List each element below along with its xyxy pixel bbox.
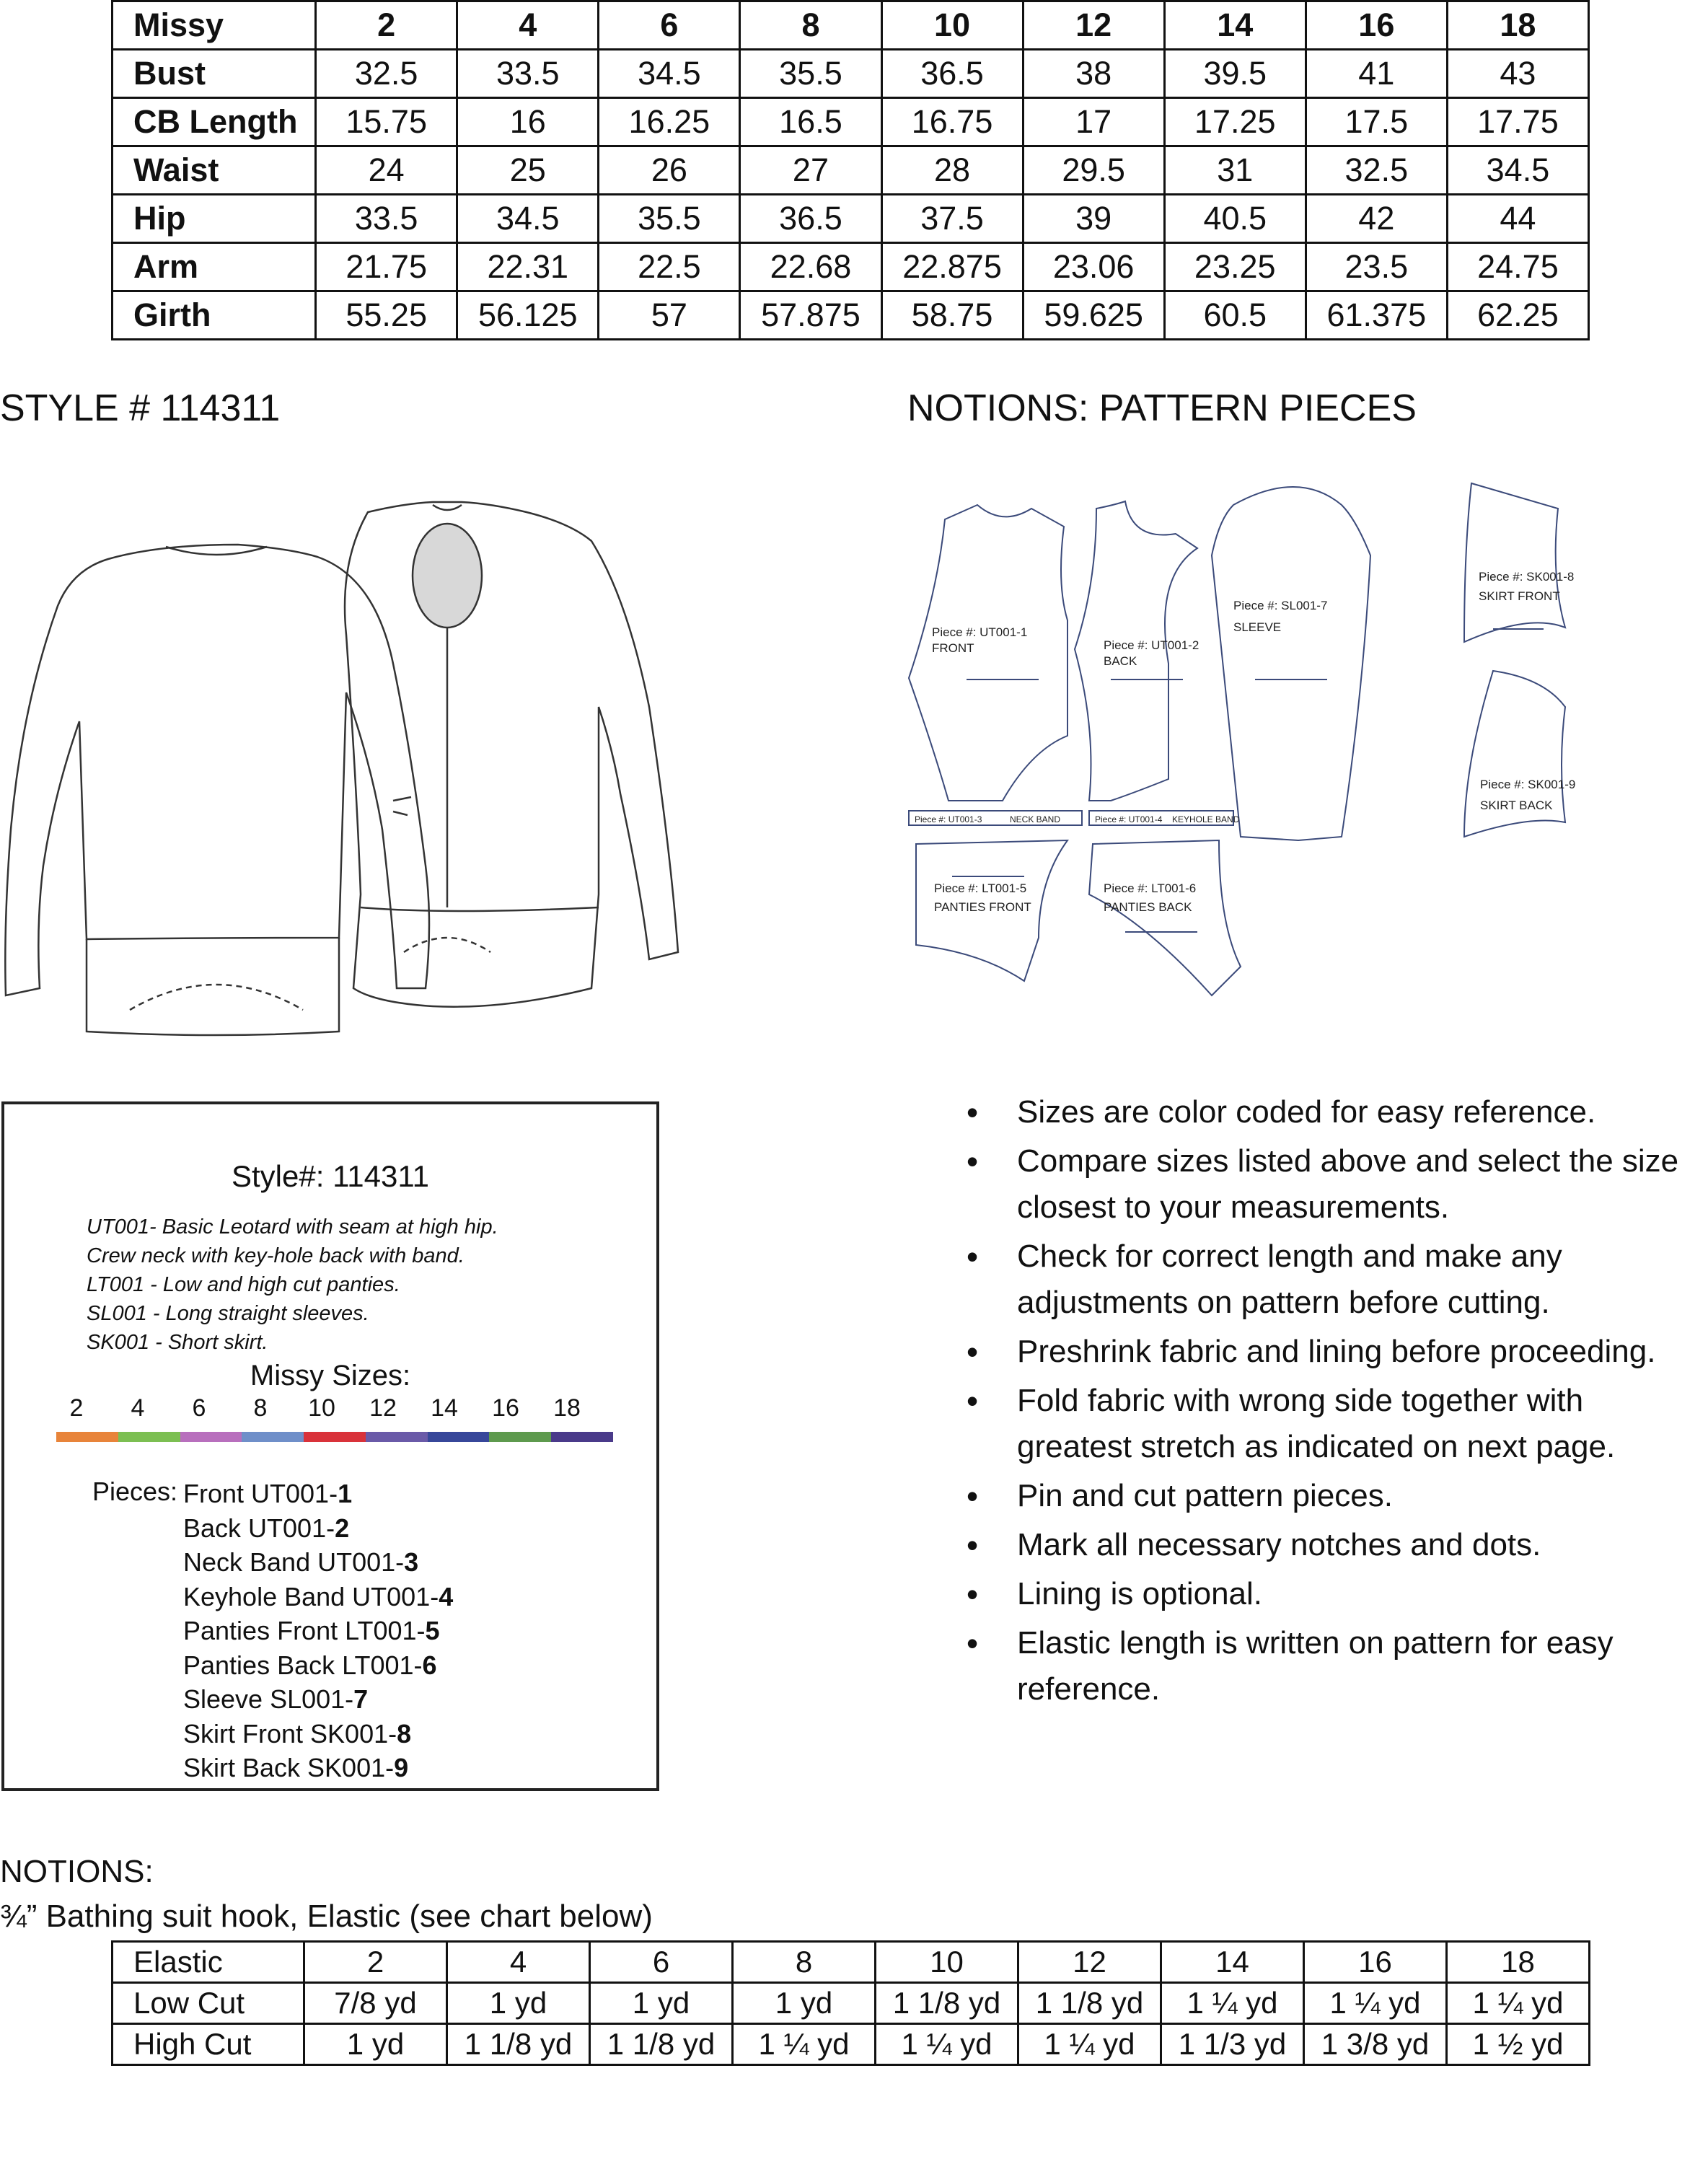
size-number: 14 <box>431 1394 458 1422</box>
elastic-value-cell: 1 ¼ yd <box>1447 1983 1590 2024</box>
style-heading: STYLE # 114311 <box>0 387 281 429</box>
panties-front-piece-num: Piece #: LT001-5 <box>934 881 1027 895</box>
size-chart-table <box>111 0 1590 340</box>
size-value-cell: 37.5 <box>881 195 1023 243</box>
size-chart-row <box>113 291 1589 340</box>
instruction-item: • Sizes are color coded for easy reference. <box>954 1089 1696 1135</box>
notions-pattern-pieces-heading: NOTIONS: PATTERN PIECES <box>907 387 1417 429</box>
size-value-cell: 23.25 <box>1164 243 1306 291</box>
size-value-cell: 57 <box>599 291 740 340</box>
size-color-swatch <box>56 1432 118 1442</box>
card-description-line: SL001 - Long straight sleeves. <box>87 1302 369 1325</box>
piece-number: 3 <box>404 1547 419 1577</box>
pattern-piece-keyhole-band <box>1089 811 1240 825</box>
piece-item <box>183 1648 453 1683</box>
size-row-label: Hip <box>113 195 316 243</box>
sleeve-piece-name: SLEEVE <box>1233 620 1282 634</box>
piece-item <box>183 1511 453 1546</box>
front-view-drawing <box>5 545 429 1035</box>
hook-elastic-text: ¾” Bathing suit hook, Elastic (see chart below) <box>0 1899 653 1934</box>
piece-item <box>183 1580 453 1614</box>
piece-name: Panties Back LT001- <box>183 1650 423 1680</box>
size-value-cell: 22.68 <box>740 243 881 291</box>
missy-sizes-title: Missy Sizes: <box>250 1360 411 1391</box>
piece-name: Panties Front LT001- <box>183 1616 426 1645</box>
back-piece-name: BACK <box>1104 654 1137 668</box>
size-value-cell: 32.5 <box>1306 146 1447 195</box>
piece-item <box>183 1751 453 1785</box>
size-value-cell: 58.75 <box>881 291 1023 340</box>
piece-item <box>183 1545 453 1580</box>
size-value-cell: 38 <box>1023 50 1164 98</box>
size-value-cell: 33.5 <box>457 50 599 98</box>
elastic-value-cell: 1 ¼ yd <box>733 2024 876 2065</box>
keyhole-band-piece-num: Piece #: UT001-4 <box>1095 814 1163 824</box>
size-value-cell: 41 <box>1306 50 1447 98</box>
piece-item <box>183 1477 453 1511</box>
elastic-value-cell: 1 ¼ yd <box>1018 2024 1161 2065</box>
size-value-cell: 22.875 <box>881 243 1023 291</box>
keyhole-band-piece-name: KEYHOLE BAND <box>1172 814 1240 824</box>
size-value-cell: 55.25 <box>316 291 457 340</box>
size-header-cell: 8 <box>740 1 881 50</box>
size-color-swatch <box>180 1432 242 1442</box>
elastic-value-cell: 1 yd <box>304 2024 447 2065</box>
front-piece-name: FRONT <box>932 641 974 655</box>
elastic-value-cell: 1 1/8 yd <box>876 1983 1018 2024</box>
size-header-cell: 4 <box>457 1 599 50</box>
piece-name: Back UT001- <box>183 1513 335 1543</box>
elastic-value-cell: 7/8 yd <box>304 1983 447 2024</box>
size-value-cell: 56.125 <box>457 291 599 340</box>
size-value-cell: 21.75 <box>316 243 457 291</box>
size-value-cell: 27 <box>740 146 881 195</box>
elastic-value-cell: 1 ¼ yd <box>1161 1983 1304 2024</box>
panties-front-piece-name: PANTIES FRONT <box>934 900 1031 914</box>
size-number: 8 <box>253 1394 268 1422</box>
size-color-swatch <box>118 1432 180 1442</box>
size-value-cell: 57.875 <box>740 291 881 340</box>
pattern-piece-back <box>1075 501 1199 801</box>
size-chart-row <box>113 146 1589 195</box>
elastic-header-cell: 8 <box>733 1942 876 1983</box>
card-description-line: UT001- Basic Leotard with seam at high hip. <box>87 1215 498 1239</box>
size-value-cell: 39.5 <box>1164 50 1306 98</box>
sleeve-piece-num: Piece #: SL001-7 <box>1233 599 1328 612</box>
size-value-cell: 33.5 <box>316 195 457 243</box>
instruction-item: • Mark all necessary notches and dots. <box>954 1522 1696 1568</box>
elastic-header-cell: 4 <box>447 1942 590 1983</box>
piece-number: 2 <box>335 1513 350 1543</box>
size-color-swatch <box>304 1432 366 1442</box>
pattern-piece-sleeve <box>1212 487 1370 840</box>
piece-item <box>183 1717 453 1751</box>
size-value-cell: 59.625 <box>1023 291 1164 340</box>
size-value-cell: 35.5 <box>740 50 881 98</box>
piece-number: 1 <box>338 1479 353 1508</box>
instructions-list <box>954 1089 1696 1715</box>
size-header-cell: 12 <box>1023 1 1164 50</box>
instruction-item: • Elastic length is written on pattern for easy reference. <box>954 1620 1696 1712</box>
skirt-back-piece-num: Piece #: SK001-9 <box>1480 778 1576 791</box>
pieces-label: Pieces: <box>92 1477 178 1506</box>
elastic-value-cell: 1 1/8 yd <box>1018 1983 1161 2024</box>
size-row-label: Arm <box>113 243 316 291</box>
elastic-header-cell: 12 <box>1018 1942 1161 1983</box>
size-value-cell: 22.5 <box>599 243 740 291</box>
size-value-cell: 39 <box>1023 195 1164 243</box>
piece-number: 6 <box>422 1650 437 1680</box>
size-color-swatch <box>242 1432 304 1442</box>
back-view-drawing <box>345 502 678 1007</box>
card-description-line: Crew neck with key-hole back with band. <box>87 1244 465 1267</box>
piece-number: 9 <box>394 1753 409 1782</box>
neck-band-piece-num: Piece #: UT001-3 <box>915 814 982 824</box>
style-label-card <box>1 1101 659 1791</box>
piece-name: Skirt Front SK001- <box>183 1718 397 1749</box>
back-piece-num: Piece #: UT001-2 <box>1104 638 1199 652</box>
instruction-item: • Fold fabric with wrong side together with greatest stretch as indicated on next page. <box>954 1378 1696 1470</box>
size-header-cell: 10 <box>881 1 1023 50</box>
size-number: 12 <box>369 1394 397 1422</box>
size-value-cell: 44 <box>1447 195 1588 243</box>
size-value-cell: 61.375 <box>1306 291 1447 340</box>
size-number: 10 <box>308 1394 335 1422</box>
size-row-label: CB Length <box>113 98 316 146</box>
elastic-value-cell: 1 yd <box>447 1983 590 2024</box>
elastic-value-cell: 1 1/8 yd <box>447 2024 590 2065</box>
panties-back-piece-name: PANTIES BACK <box>1104 900 1192 914</box>
piece-name: Sleeve SL001- <box>183 1684 354 1714</box>
neck-band-piece-name: NECK BAND <box>1010 814 1061 824</box>
elastic-header-label: Elastic <box>113 1942 304 1983</box>
instruction-item: • Pin and cut pattern pieces. <box>954 1473 1696 1519</box>
card-description <box>87 1213 498 1357</box>
size-value-cell: 23.06 <box>1023 243 1164 291</box>
size-value-cell: 15.75 <box>316 98 457 146</box>
elastic-value-cell: 1 yd <box>590 1983 733 2024</box>
size-value-cell: 17.5 <box>1306 98 1447 146</box>
piece-name: Neck Band UT001- <box>183 1547 405 1577</box>
piece-item <box>183 1614 453 1648</box>
card-description-line: LT001 - Low and high cut panties. <box>87 1273 400 1296</box>
size-value-cell: 16.25 <box>599 98 740 146</box>
card-description-line: SK001 - Short skirt. <box>87 1331 268 1354</box>
size-number: 2 <box>69 1394 84 1422</box>
size-header-cell: 18 <box>1447 1 1588 50</box>
elastic-row-label: Low Cut <box>113 1983 304 2024</box>
size-value-cell: 17.75 <box>1447 98 1588 146</box>
elastic-value-cell: 1 3/8 yd <box>1304 2024 1447 2065</box>
size-value-cell: 16 <box>457 98 599 146</box>
size-value-cell: 22.31 <box>457 243 599 291</box>
piece-name: Front UT001- <box>183 1479 338 1508</box>
size-value-cell: 34.5 <box>1447 146 1588 195</box>
size-value-cell: 60.5 <box>1164 291 1306 340</box>
pieces-list <box>183 1477 453 1785</box>
size-value-cell: 34.5 <box>599 50 740 98</box>
pattern-piece-front <box>909 505 1068 801</box>
size-value-cell: 26 <box>599 146 740 195</box>
pattern-pieces-diagram <box>894 476 1637 1053</box>
size-number: 18 <box>553 1394 581 1422</box>
size-value-cell: 36.5 <box>881 50 1023 98</box>
size-value-cell: 36.5 <box>740 195 881 243</box>
size-value-cell: 16.75 <box>881 98 1023 146</box>
size-value-cell: 31 <box>1164 146 1306 195</box>
piece-item <box>183 1682 453 1717</box>
elastic-value-cell: 1 ¼ yd <box>876 2024 1018 2065</box>
size-header-cell: 6 <box>599 1 740 50</box>
size-row-label: Waist <box>113 146 316 195</box>
size-chart-row <box>113 243 1589 291</box>
size-chart-header-label: Missy <box>113 1 316 50</box>
elastic-chart-header <box>113 1942 1590 1983</box>
elastic-header-cell: 18 <box>1447 1942 1590 1983</box>
missy-size-numbers <box>55 1394 617 1426</box>
size-header-cell: 16 <box>1306 1 1447 50</box>
size-color-swatch <box>366 1432 428 1442</box>
elastic-value-cell: 1 ¼ yd <box>1304 1983 1447 2024</box>
elastic-header-cell: 14 <box>1161 1942 1304 1983</box>
pattern-piece-skirt-front <box>1464 483 1574 642</box>
size-value-cell: 17 <box>1023 98 1164 146</box>
pattern-piece-panties-back <box>1089 840 1241 995</box>
pattern-piece-neck-band <box>909 811 1082 825</box>
size-value-cell: 62.25 <box>1447 291 1588 340</box>
size-value-cell: 25 <box>457 146 599 195</box>
size-color-swatch <box>428 1432 490 1442</box>
instruction-item: • Compare sizes listed above and select the size closest to your measurements. <box>954 1138 1696 1231</box>
size-color-swatch <box>551 1432 613 1442</box>
size-value-cell: 40.5 <box>1164 195 1306 243</box>
elastic-chart-row <box>113 1983 1590 2024</box>
piece-number: 8 <box>397 1718 412 1749</box>
panties-back-piece-num: Piece #: LT001-6 <box>1104 881 1197 895</box>
elastic-chart-row <box>113 2024 1590 2065</box>
size-color-bar <box>56 1432 613 1442</box>
elastic-header-cell: 16 <box>1304 1942 1447 1983</box>
size-chart-row <box>113 50 1589 98</box>
elastic-header-cell: 10 <box>876 1942 1018 1983</box>
size-row-label: Bust <box>113 50 316 98</box>
size-value-cell: 24.75 <box>1447 243 1588 291</box>
size-number: 4 <box>131 1394 145 1422</box>
skirt-front-piece-name: SKIRT FRONT <box>1479 589 1560 603</box>
size-value-cell: 16.5 <box>740 98 881 146</box>
size-value-cell: 23.5 <box>1306 243 1447 291</box>
size-value-cell: 28 <box>881 146 1023 195</box>
garment-technical-drawing <box>0 491 685 1053</box>
piece-name: Keyhole Band UT001- <box>183 1581 439 1611</box>
size-chart-row <box>113 195 1589 243</box>
elastic-row-label: High Cut <box>113 2024 304 2065</box>
card-style-title: Style#: 114311 <box>232 1159 429 1193</box>
size-color-swatch <box>489 1432 551 1442</box>
elastic-value-cell: 1 1/3 yd <box>1161 2024 1304 2065</box>
size-value-cell: 17.25 <box>1164 98 1306 146</box>
skirt-front-piece-num: Piece #: SK001-8 <box>1479 570 1575 584</box>
size-chart-header <box>113 1 1589 50</box>
elastic-header-cell: 6 <box>590 1942 733 1983</box>
size-header-cell: 2 <box>316 1 457 50</box>
piece-number: 4 <box>439 1581 454 1611</box>
elastic-value-cell: 1 ½ yd <box>1447 2024 1590 2065</box>
notions-label: NOTIONS: <box>0 1854 154 1889</box>
elastic-chart-table <box>111 1940 1590 2066</box>
instruction-item: • Lining is optional. <box>954 1571 1696 1617</box>
size-value-cell: 34.5 <box>457 195 599 243</box>
skirt-back-piece-name: SKIRT BACK <box>1480 799 1553 812</box>
size-value-cell: 43 <box>1447 50 1588 98</box>
pattern-piece-skirt-back <box>1464 671 1575 837</box>
instruction-item: • Check for correct length and make any adjustments on pattern before cutting. <box>954 1233 1696 1326</box>
front-piece-num: Piece #: UT001-1 <box>932 625 1028 639</box>
size-value-cell: 35.5 <box>599 195 740 243</box>
elastic-header-cell: 2 <box>304 1942 447 1983</box>
elastic-value-cell: 1 yd <box>733 1983 876 2024</box>
size-number: 6 <box>192 1394 206 1422</box>
instruction-item: • Preshrink fabric and lining before proceeding. <box>954 1329 1696 1375</box>
size-header-cell: 14 <box>1164 1 1306 50</box>
pattern-piece-panties-front <box>916 840 1068 981</box>
piece-number: 5 <box>425 1616 440 1645</box>
size-chart-row <box>113 98 1589 146</box>
size-number: 16 <box>492 1394 519 1422</box>
size-value-cell: 32.5 <box>316 50 457 98</box>
size-value-cell: 42 <box>1306 195 1447 243</box>
piece-number: 7 <box>353 1684 369 1714</box>
size-row-label: Girth <box>113 291 316 340</box>
size-value-cell: 24 <box>316 146 457 195</box>
elastic-value-cell: 1 1/8 yd <box>590 2024 733 2065</box>
piece-name: Skirt Back SK001- <box>183 1753 395 1782</box>
size-value-cell: 29.5 <box>1023 146 1164 195</box>
